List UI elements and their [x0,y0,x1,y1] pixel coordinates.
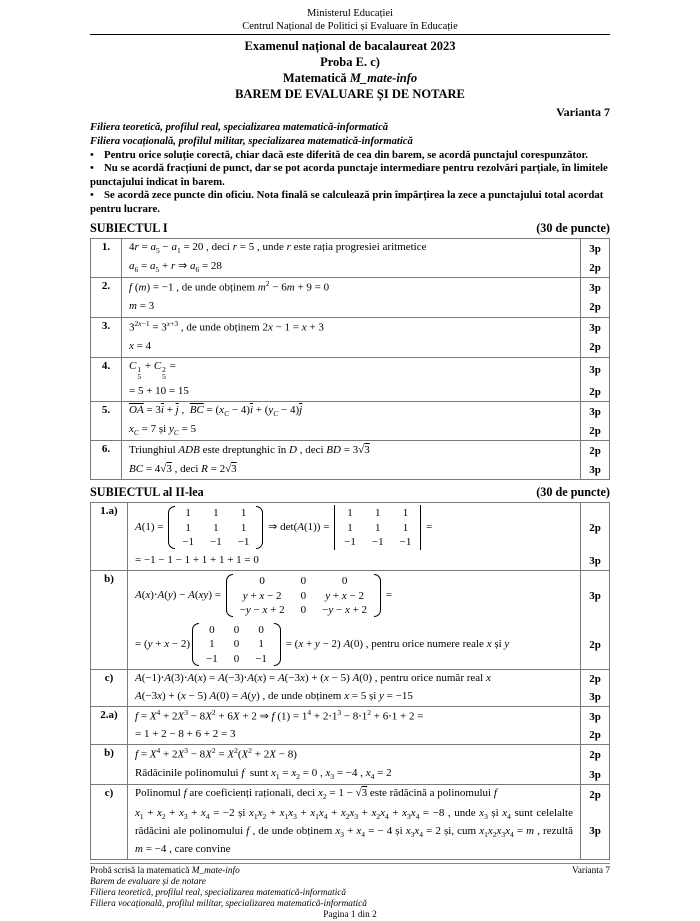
solution-line: x = 4 [129,340,152,353]
bullet-dot: • [90,189,94,202]
subject2-table [90,502,610,859]
variant-label: Varianta 7 [556,105,610,120]
solution-line: Rădăcinile polinomului f sunt $x_1 = x_2 = 0$ , $x_3 = -4$ , $x_4 = 2$ [135,767,392,782]
rule-text-1: Pentru orice soluție corectă, chiar dacă este diferită de cea din barem, se acordă punctajul corespunzător. [104,148,588,161]
subject2-header [90,485,610,500]
solution-line: $a_6 = a_5 + r$ ⇒ $a_6 = 28$ [129,260,222,275]
header-divider [90,34,610,35]
solution-line: Triunghiul ADB este dreptunghic în D , deci BD = 3√3 [122,441,581,461]
points-cell: 3p [581,317,610,337]
points-cell: 3p [581,706,610,726]
title-block [90,38,610,102]
table-row [91,239,610,259]
table-row [91,726,610,744]
points-cell: 3p [581,804,610,859]
solution-line: f (m) = −1 , de unde obținem $m^2 - 6m + 9 = 0$ [122,278,581,298]
solution-line: $f = X^4 + 2X^3 - 8X^2 + 6X + 2$ ⇒ f $(1) = 1^4 + 2\cdot 1^3 - 8\cdot 1^2 + 6\cdot 1 + 2$ = [128,706,581,726]
points-cell: 2p [581,441,610,461]
table-row [91,402,610,422]
points-cell: 3p [581,278,610,298]
exam-title: Examenul național de bacalaureat 2023 [244,39,456,54]
solution-line: = 1 + 2 − 8 + 6 + 2 = 3 [135,728,236,741]
row-number: 2.a) [91,706,128,745]
points-cell: 2p [581,785,610,805]
row-number: 1. [91,239,122,278]
points-cell: 3p [581,688,610,706]
points-cell: 2p [581,670,610,688]
points-cell: 2p [581,745,610,765]
subject1-title: SUBIECTUL I [90,221,168,236]
solution-line: = −1 − 1 − 1 + 1 + 1 + 1 = 0 [135,554,259,567]
center-name: Centrul Național de Politici și Evaluare în Educație [242,21,458,33]
table-row [91,620,610,669]
solution-line: $3^{2x-1} = 3^{x+3}$ , de unde obținem 2x − 1 = x + 3 [122,317,581,337]
footer-variant: Varianta 7 [572,865,610,876]
subject2-title: SUBIECTUL al II-lea [90,485,204,500]
subject2-points: (30 de puncte) [536,485,610,500]
solution-line: $\overline{OA} = 3\overline{i} + \overline{j}$ , $\overline{BC} = (x_C - 4)\overline{i} + (y_C - 4)\overline{j}$ [122,402,581,422]
filiera-block [90,121,610,149]
table-row [91,460,610,480]
table-row [91,765,610,785]
points-cell: 3p [581,765,610,785]
solution-line: C 1 5 + C 2 5 = [122,357,581,382]
footer-line-1 [90,866,610,877]
row-number: 3. [91,317,122,357]
subject1-header [90,221,610,236]
solution-line: m = 3 [129,300,155,313]
points-cell: 2p [581,726,610,744]
footer-barem: Barem de evaluare și de notare [90,876,206,887]
rule-bullet-3 [90,189,610,216]
points-cell: 2p [581,298,610,318]
solution-line: $4r = a_5 - a_1 = 20$ , deci r = 5 , unde r este rația progresiei aritmetice [129,241,427,256]
filiera-line-1: Filiera teoretică, profilul real, specializarea matematică-informatică [90,122,389,134]
points-cell: 2p [581,620,610,669]
bullet-dot: • [90,162,94,175]
table-row [91,382,610,402]
points-cell: 2p [581,338,610,358]
rule-text-2: Nu se acordă fracțiuni de punct, dar se pot acorda punctaje intermediare pentru rezolvări parțiale, în limitele punctajului indicat în barem. [90,162,608,188]
row-number: c) [91,785,128,860]
points-cell: 2p [581,421,610,441]
table-row [91,441,610,461]
table-row [91,688,610,706]
bullet-dot: • [90,148,94,161]
subject1-points: (30 de puncte) [536,221,610,236]
solution-line: A(−1)⋅A(3)⋅A(x) = A(−3)⋅A(x) = A(−3x) + (x − 5) A(0) , pentru orice număr real x [128,670,581,688]
table-row [91,338,610,358]
ministry-name: Ministerul Educației [306,8,394,19]
points-cell: 3p [581,552,610,570]
table-row [91,552,610,570]
table-row [91,258,610,278]
subject1-table [90,238,610,480]
footer-divider [90,863,610,864]
row-number: c) [91,670,128,707]
solution-line: BC = 4√3 , deci R = 2√3 [129,462,237,475]
barem-title: BAREM DE EVALUARE ȘI DE NOTARE [235,87,465,102]
ministry-header [90,7,610,33]
table-row [91,670,610,688]
points-cell: 3p [581,571,610,620]
row-number: 2. [91,278,122,318]
points-cell: 2p [581,382,610,402]
table-row [91,804,610,859]
table-row [91,503,610,552]
table-row [91,278,610,298]
solution-line: $f = X^4 + 2X^3 - 8X^2 = X^2(X^2 + 2X - 8)$ [128,745,581,765]
points-cell: 3p [581,239,610,259]
row-number: 4. [91,357,122,402]
row-number: b) [91,571,128,670]
points-cell: 2p [581,503,610,552]
solution-line: Polinomul f are coeficienți raționali, deci $x_2 = 1 - √3$ este rădăcină a polinomului f [128,785,581,805]
points-cell: 2p [581,258,610,278]
solution-line: A(−3x) + (x − 5) A(0) = A(y) , de unde obținem x = 5 și y = −15 [135,689,413,702]
row-number: 6. [91,441,122,480]
footer-filiera-2: Filiera vocațională, profilul militar, specializarea matematică-informatică [90,898,367,909]
rule-bullet-2 [90,162,610,189]
footer-exam-name: Probă scrisă la matematică M_mate-info [90,865,240,876]
page-footer [90,866,610,921]
solution-line: = 5 + 10 = 15 [129,384,189,397]
table-row [91,421,610,441]
filiera-line-2: Filiera vocațională, profilul militar, specializarea matematică-informatică [90,136,413,148]
table-row [91,571,610,620]
table-row [91,706,610,726]
rule-text-3: Se acordă zece puncte din oficiu. Nota finală se calculează prin împărțirea la zece a punctajului total acordat pentru lucrare. [90,189,604,215]
row-number: 5. [91,402,122,441]
table-row [91,357,610,382]
solution-line: = (y + x − 2) 0 0 0 1 0 1 −1 0 −1 = (x + y − 2) A(0) , pentru orice numere reale x și y [135,624,510,665]
points-cell: 3p [581,402,610,422]
solution-line: A(1) = 1 1 1 1 1 1 −1 −1 −1 ⇒ det(A(1)) = 1 1 1 1 1 1 −1 −1 −1 = [128,503,581,552]
table-row [91,745,610,765]
points-cell: 3p [581,460,610,480]
row-number: 1.a) [91,503,128,571]
solution-line: $x_C = 7$ și $y_C = 5$ [129,423,197,438]
row-number: b) [91,745,128,785]
table-row [91,298,610,318]
table-row [91,317,610,337]
footer-filiera-1: Filiera teoretică, profilul real, specializarea matematică-informatică [90,887,347,898]
footer-page-number: Pagina 1 din 2 [323,909,377,920]
exam-proba: Proba E. c) [320,55,380,70]
solution-line: $x_1 + x_2 + x_3 + x_4 = -2$ și $x_1x_2 + x_1x_3 + x_1x_4 + x_2x_3 + x_2x_4 + x_3x_4 = -8$ , unde $x_3$ și $x_4$ sunt celelalte rădăcini ale polinomului f , de unde obținem $x_3 + x_4$ = − 4 și $x_3x_4 = 2$ și, cum $x_1x_2x_3x_4 = m$ , rezultă m = −4 , care convine [135,807,573,855]
rule-bullet-1 [90,149,610,162]
points-cell: 3p [581,357,610,382]
solution-line: A(x)⋅A(y) − A(xy) = 0 0 0 y + x − 2 0 y + x − 2 −y − x + 2 0 −y − x + 2 = [128,571,581,620]
exam-subject: Matematică M_mate-info [282,71,418,86]
table-row [91,785,610,805]
